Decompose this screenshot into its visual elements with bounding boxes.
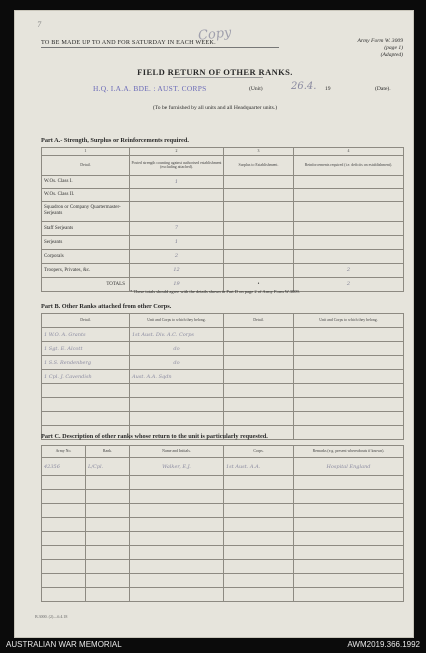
row-detail: Squadron or Company Quartermaster-Serjeants [42,201,130,221]
table-row [42,249,404,263]
army-number: 42356 [42,458,86,476]
print-code: B.3000. (2)—6.4.18 [35,614,68,619]
col-header-army-no: Army No. [42,446,86,458]
empty-cell [294,560,404,574]
surplus [224,221,294,235]
empty-cell [86,490,130,504]
empty-cell [42,490,86,504]
empty-cell [294,588,404,602]
empty-cell [130,546,224,560]
empty-cell [86,588,130,602]
surplus [224,263,294,277]
posted-strength [130,188,224,201]
empty-cell [130,384,224,398]
empty-cell [130,476,224,490]
table-row [42,201,404,221]
date-year: 19 [325,86,331,92]
col-header-corps: Corps. [224,446,294,458]
empty-cell [224,384,294,398]
part-b-header-row [42,314,404,328]
rank: L/Cpl. [86,458,130,476]
col-header-rank: Rank. [86,446,130,458]
empty-cell [224,328,294,342]
col-number: 3 [224,148,294,156]
reinforcements [294,201,404,221]
totals-note: * These totals should agree with the details shown in Part D on page 2 of Army Form W.3009. [130,289,300,294]
army-form-page: (page 1) [384,45,403,51]
posted-strength: 12 [130,263,224,277]
empty-cell [294,342,404,356]
col-header-detail: Detail. [224,314,294,328]
table-row [42,175,404,188]
totals-label: TOTALS [42,277,130,291]
table-row [42,532,404,546]
part-a-header-row [42,155,404,175]
empty-cell [130,518,224,532]
attached-detail: 1 S.S. Rendenberg [42,356,130,370]
table-row [42,221,404,235]
empty-cell [130,574,224,588]
empty-cell [224,356,294,370]
date-suffix: (Date). [375,86,391,92]
row-detail: W.Os. Class II. [42,188,130,201]
empty-cell [130,504,224,518]
empty-cell [224,546,294,560]
row-detail: Serjeants [42,235,130,249]
col-header-name: Name and Initials. [130,446,224,458]
surplus [224,175,294,188]
empty-cell [294,398,404,412]
surplus [224,188,294,201]
empty-cell [224,398,294,412]
archive-accession-number: AWM2019.366.1992 [347,640,420,649]
part-c-header-row [42,446,404,458]
unit-suffix: (Unit) [249,86,263,92]
empty-cell [42,560,86,574]
empty-cell [294,412,404,426]
empty-cell [42,412,130,426]
submission-instruction: TO BE MADE UP TO AND FOR SATURDAY IN EACH WEEK. [41,39,216,46]
empty-cell [86,504,130,518]
empty-cell [224,574,294,588]
attached-unit: 1st Aust. Div. A.C. Corps [130,328,224,342]
empty-cell [224,588,294,602]
form-sheet [14,10,414,638]
empty-cell [42,574,86,588]
corner-mark: 7 [37,21,42,29]
empty-cell [42,518,86,532]
empty-cell [86,532,130,546]
col-header-reinforcements: Reinforcements required (i.e. deficits on establishment). [294,155,404,175]
part-a-number-row [42,148,404,156]
attached-unit: Aust. A.A. Sqdn [130,370,224,384]
return-date: 26.4. [291,81,317,92]
name-initials: Walker, E.J. [130,458,224,476]
empty-cell [294,546,404,560]
totals-surplus: • [224,277,294,291]
empty-cell [86,476,130,490]
posted-strength: 1 [130,235,224,249]
attached-detail: 1 W.O. A. Grants [42,328,130,342]
empty-cell [294,518,404,532]
col-header-detail: Detail. [42,314,130,328]
archive-credit: AUSTRALIAN WAR MEMORIAL [6,640,122,649]
empty-cell [294,490,404,504]
empty-cell [294,328,404,342]
form-title: FIELD RETURN OF OTHER RANKS. [137,67,293,77]
reinforcements [294,249,404,263]
empty-cell [130,490,224,504]
empty-cell [294,356,404,370]
empty-cell [294,504,404,518]
empty-cell [294,476,404,490]
empty-cell [294,384,404,398]
row-detail: Corporals [42,249,130,263]
col-header-remarks: Remarks (e.g. present whereabouts if known). [294,446,404,458]
title-underline [173,77,263,78]
reinforcements [294,235,404,249]
empty-cell [294,574,404,588]
totals-reinforcements: 2 [294,277,404,291]
table-row [42,398,404,412]
table-row [42,588,404,602]
table-row [42,560,404,574]
table-row [42,458,404,476]
empty-cell [42,476,86,490]
empty-cell [224,518,294,532]
row-detail: W.Os. Class I. [42,175,130,188]
empty-cell [130,398,224,412]
remarks: Hospital England [294,458,404,476]
posted-strength: 2 [130,249,224,263]
part-b-heading: Part B. Other Ranks attached from other Corps. [41,303,172,310]
posted-strength: 1 [130,175,224,188]
army-form-reference [358,38,403,59]
surplus [224,235,294,249]
table-row [42,518,404,532]
empty-cell [224,532,294,546]
part-c-table [41,445,404,602]
empty-cell [130,532,224,546]
reinforcements [294,221,404,235]
attached-unit: do [130,342,224,356]
empty-cell [42,546,86,560]
col-header-unit-corps: Unit and Corps to which they belong. [294,314,404,328]
part-c-heading: Part C. Description of other ranks whose return to the unit is particularly requested. [41,433,268,440]
empty-cell [224,490,294,504]
army-form-adapted: (Adapted) [380,52,403,58]
part-b-table [41,313,404,440]
attached-detail: 1 Cpl. J. Cavendish [42,370,130,384]
empty-cell [294,426,404,440]
empty-cell [42,588,86,602]
col-number: 1 [42,148,130,156]
army-form-number: Army Form W. 3009 [357,38,403,44]
table-row [42,342,404,356]
empty-cell [42,504,86,518]
empty-cell [224,504,294,518]
posted-strength: 7 [130,221,224,235]
col-number: 2 [130,148,224,156]
empty-cell [294,532,404,546]
empty-cell [86,574,130,588]
empty-cell [130,588,224,602]
attached-unit: do [130,356,224,370]
table-row [42,476,404,490]
table-row [42,235,404,249]
empty-cell [224,370,294,384]
instruction-underline [41,47,279,48]
table-row [42,546,404,560]
col-number: 4 [294,148,404,156]
table-row [42,504,404,518]
posted-strength [130,201,224,221]
copy-annotation: Copy [197,25,233,44]
col-header-posted: Posted strength counting against authorised establishment (excluding attached). [130,155,224,175]
empty-cell [224,342,294,356]
empty-cell [42,532,86,546]
row-detail: Troopers, Privates, &c. [42,263,130,277]
empty-cell [224,560,294,574]
empty-cell [42,398,130,412]
row-detail: Staff Serjeants [42,221,130,235]
part-a-heading: Part A.- Strength, Surplus or Reinforcements required. [41,137,189,144]
empty-cell [86,518,130,532]
table-row [42,370,404,384]
col-header-surplus: Surplus to Establishment. [224,155,294,175]
empty-cell [224,476,294,490]
empty-cell [130,412,224,426]
table-row [42,412,404,426]
part-a-table [41,147,404,292]
table-row [42,384,404,398]
col-header-unit-corps: Unit and Corps to which they belong. [130,314,224,328]
table-row [42,490,404,504]
empty-cell [294,370,404,384]
surplus [224,249,294,263]
table-row [42,356,404,370]
unit-name: H.Q. I.A.A. BDE. : AUST. CORPS [93,84,207,93]
table-row [42,263,404,277]
empty-cell [86,546,130,560]
table-row [42,188,404,201]
attached-detail: 1 Sgt. E. Alcott [42,342,130,356]
reinforcements [294,188,404,201]
reinforcements [294,175,404,188]
reinforcements: 2 [294,263,404,277]
empty-cell [224,412,294,426]
empty-cell [42,384,130,398]
empty-cell [86,560,130,574]
table-row [42,574,404,588]
table-row [42,328,404,342]
empty-cell [130,560,224,574]
furnish-note: (To be furnished by all units and all Headquarter units.) [152,105,278,111]
surplus [224,201,294,221]
corps: 1st Aust. A.A. [224,458,294,476]
totals-posted: 19 [130,277,224,291]
col-header-detail: Detail. [42,155,130,175]
